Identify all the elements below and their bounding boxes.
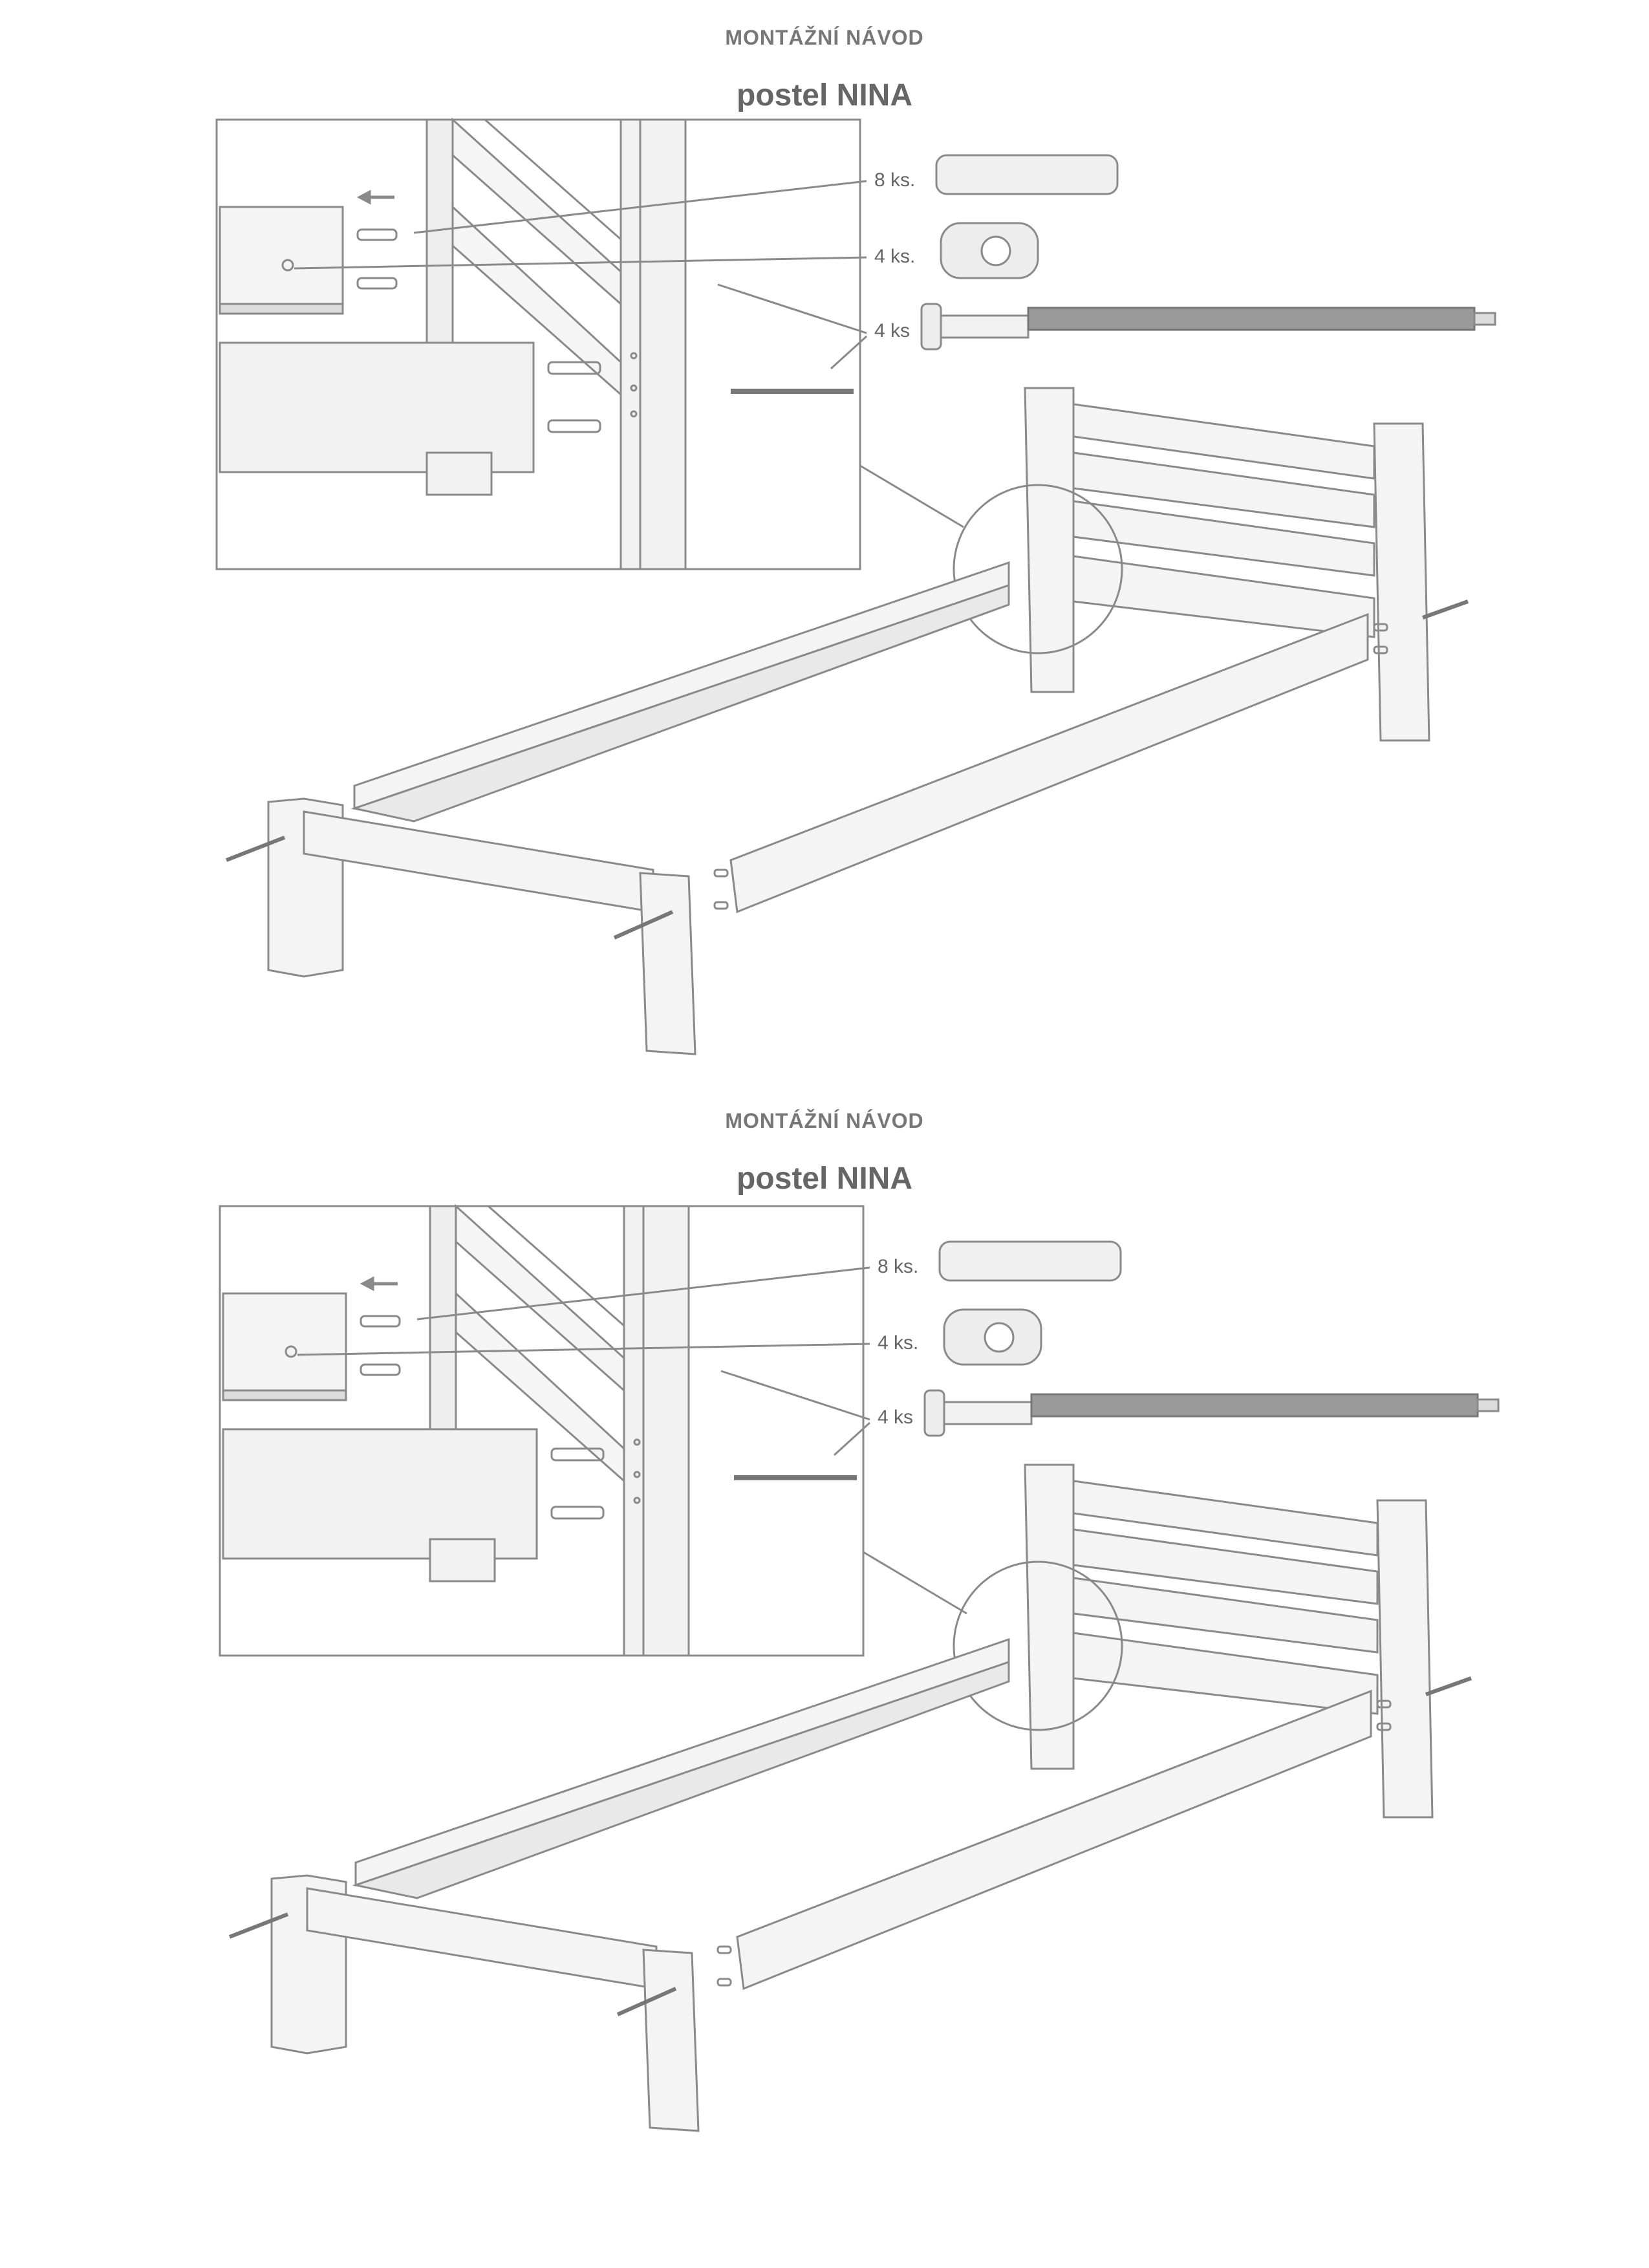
assembly-illustration (0, 1083, 1649, 2183)
detail-inset-illustration (217, 120, 860, 569)
detail-inset-illustration (220, 1206, 863, 1656)
product-title: postel NINA (736, 1161, 912, 1196)
bed-bolt-icon (925, 1390, 1498, 1436)
cam-nut-icon (944, 1310, 1041, 1365)
cam-nut-quantity: 4 ks. (874, 246, 916, 267)
cam-nut-quantity: 4 ks. (878, 1332, 919, 1354)
dowel-quantity: 8 ks. (878, 1256, 919, 1277)
assembly-illustration (0, 0, 1649, 1099)
instruction-sheet-bottom (0, 1083, 1649, 2183)
assembly-heading: MONTÁŽNÍ NÁVOD (725, 1109, 924, 1132)
instruction-sheet-top (0, 0, 1649, 1099)
assembly-heading: MONTÁŽNÍ NÁVOD (725, 26, 924, 49)
dowel-quantity: 8 ks. (874, 169, 916, 191)
cam-nut-icon (941, 223, 1038, 278)
wooden-dowel-icon (940, 1242, 1121, 1280)
wooden-dowel-icon (936, 155, 1117, 194)
product-title: postel NINA (736, 78, 912, 113)
bolt-quantity: 4 ks (878, 1407, 914, 1428)
bolt-quantity: 4 ks (874, 320, 911, 341)
bed-bolt-icon (921, 304, 1495, 349)
